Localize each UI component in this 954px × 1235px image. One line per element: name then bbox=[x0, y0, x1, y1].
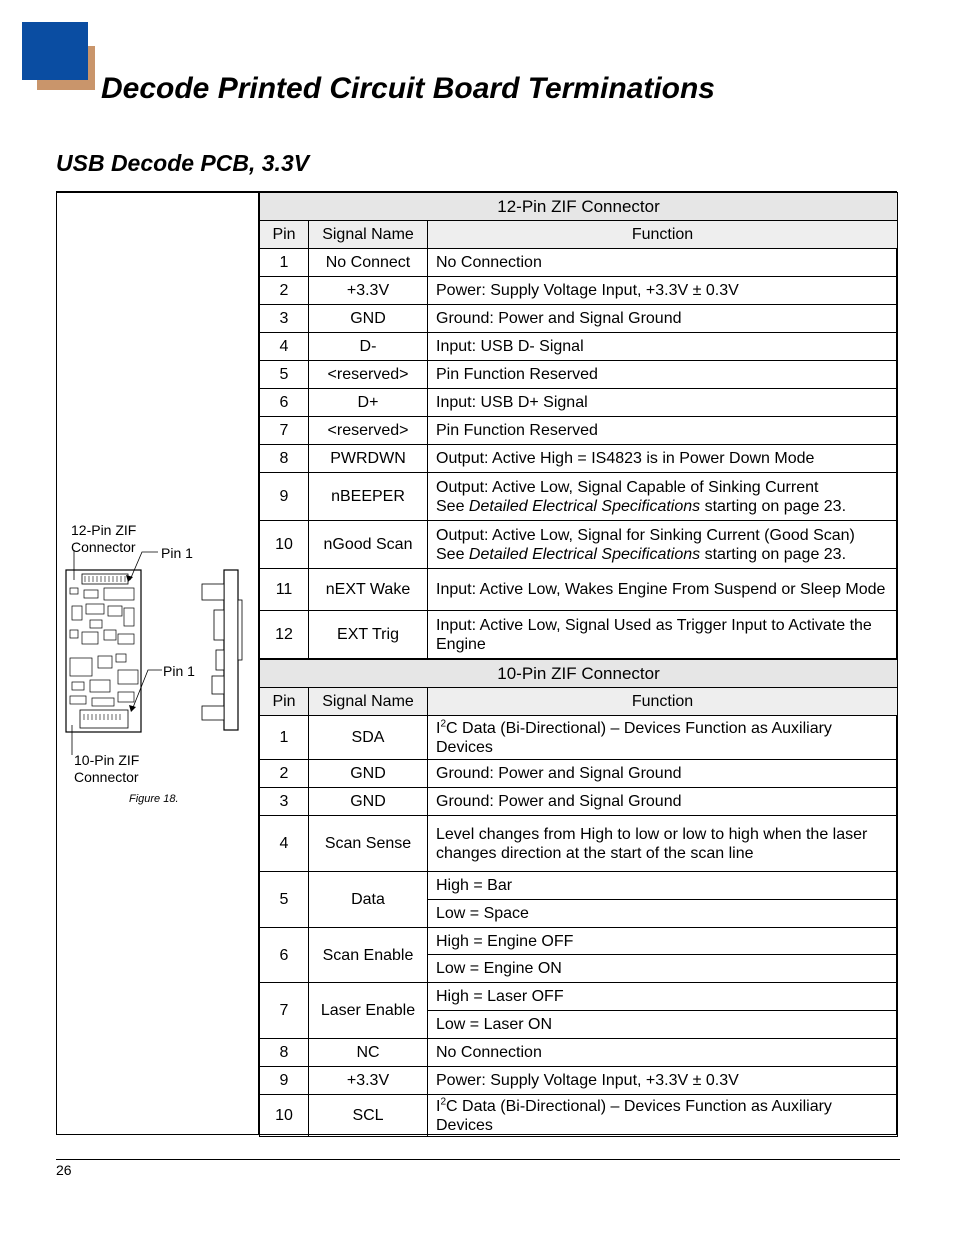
table-row: Low = Engine ON bbox=[260, 955, 898, 983]
table-row: 5 Data High = Bar bbox=[260, 872, 898, 900]
table-row: 4 Scan Sense Level changes from High to low or low to high when the laser changes direction at the start of the scan line bbox=[260, 816, 898, 872]
table-row: 2 GND Ground: Power and Signal Ground bbox=[260, 760, 898, 788]
table-row: 12 EXT Trig Input: Active Low, Signal Used as Trigger Input to Activate the Engine bbox=[260, 611, 898, 659]
footer-rule bbox=[56, 1159, 900, 1160]
table-row: Low = Space bbox=[260, 900, 898, 928]
table-row: 9 +3.3V Power: Supply Voltage Input, +3.3V ± 0.3V bbox=[260, 1067, 898, 1095]
label-pin1-bottom: Pin 1 bbox=[163, 663, 195, 679]
table-row: 6 D+ Input: USB D+ Signal bbox=[260, 389, 898, 417]
label-10pin-connector: 10-Pin ZIF Connector bbox=[74, 752, 140, 785]
table-row: 3 GND Ground: Power and Signal Ground bbox=[260, 788, 898, 816]
figure-caption: Figure 18. bbox=[129, 793, 179, 805]
table-row: 3 GND Ground: Power and Signal Ground bbox=[260, 305, 898, 333]
pcb-figure bbox=[56, 520, 259, 780]
table-row: 2 +3.3V Power: Supply Voltage Input, +3.3V ± 0.3V bbox=[260, 277, 898, 305]
table-row: 4 D- Input: USB D- Signal bbox=[260, 333, 898, 361]
table-row: 7 Laser Enable High = Laser OFF bbox=[260, 983, 898, 1011]
table-row: 10 SCL $I^2C$ Data (Bi-Directional) – Devices Function as Auxiliary Devices bbox=[260, 1095, 898, 1137]
col-pin: Pin bbox=[260, 221, 309, 249]
table-row: 10 nGood Scan Output: Active Low, Signal for Sinking Current (Good Scan) See Detailed Electrical Specifications starting on page 23. bbox=[260, 521, 898, 569]
table-row: 1 SDA $I^2C$ Data (Bi-Directional) – Devices Function as Auxiliary Devices bbox=[260, 716, 898, 760]
label-pin1-top: Pin 1 bbox=[161, 545, 193, 561]
table-10pin bbox=[259, 659, 898, 1137]
section-title: USB Decode PCB, 3.3V bbox=[56, 150, 310, 176]
table-row: 8 PWRDWN Output: Active High = IS4823 is in Power Down Mode bbox=[260, 445, 898, 473]
logo-blue-square bbox=[22, 22, 88, 80]
table-row: 7 <reserved> Pin Function Reserved bbox=[260, 417, 898, 445]
table-row: 1 No Connect No Connection bbox=[260, 249, 898, 277]
table-12pin bbox=[259, 192, 898, 659]
table-row: 11 nEXT Wake Input: Active Low, Wakes Engine From Suspend or Sleep Mode bbox=[260, 569, 898, 611]
col-signal-name: Signal Name bbox=[309, 221, 428, 249]
table-row: 8 NC No Connection bbox=[260, 1039, 898, 1067]
col-function: Function bbox=[428, 221, 898, 249]
table-row: 6 Scan Enable High = Engine OFF bbox=[260, 928, 898, 955]
pcb-side-view bbox=[224, 570, 238, 730]
table-row: Low = Laser ON bbox=[260, 1011, 898, 1039]
page-title: Decode Printed Circuit Board Terminations bbox=[101, 72, 715, 105]
page-number: 26 bbox=[56, 1162, 72, 1178]
table-row: 5 <reserved> Pin Function Reserved bbox=[260, 361, 898, 389]
table-10pin-title: 10-Pin ZIF Connector bbox=[260, 660, 898, 688]
table-row: 9 nBEEPER Output: Active Low, Signal Capable of Sinking Current See Detailed Electrical Specifications starting on page 23. bbox=[260, 473, 898, 521]
table-12pin-title: 12-Pin ZIF Connector bbox=[260, 193, 898, 221]
label-12pin-connector: 12-Pin ZIF Connector bbox=[71, 522, 137, 555]
col-signal-name: Signal Name bbox=[309, 688, 428, 716]
col-function: Function bbox=[428, 688, 898, 716]
col-pin: Pin bbox=[260, 688, 309, 716]
